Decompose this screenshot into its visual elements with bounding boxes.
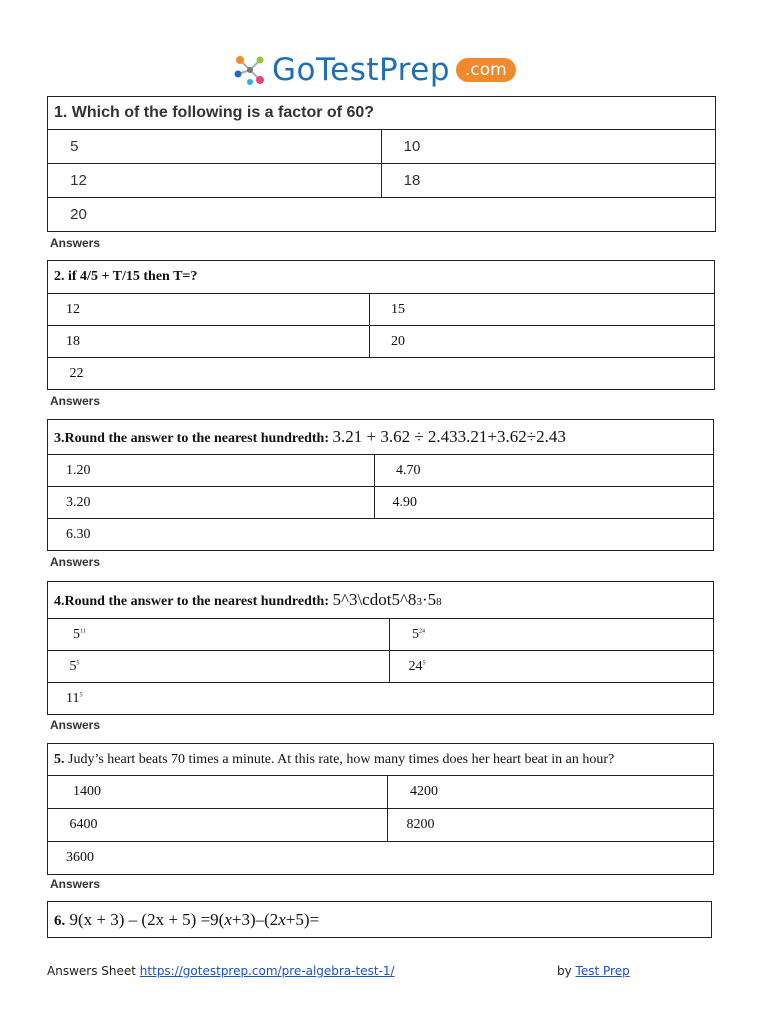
checkbox-icon[interactable] (381, 464, 393, 476)
q5-option[interactable]: 4200 (388, 776, 714, 809)
checkbox-icon[interactable] (54, 692, 66, 704)
q1-option[interactable]: 5 (48, 130, 382, 164)
logo-mark-icon (232, 52, 268, 88)
question-2-title: 2. if 4/5 + T/15 then T=? (48, 261, 715, 294)
checkbox-icon[interactable] (396, 628, 408, 640)
question-3-expression: 3.21 + 3.62 ÷ 2.433.21+3.62÷2.43 (332, 427, 566, 446)
checkbox-icon[interactable] (394, 819, 406, 831)
answers-label: Answers (50, 555, 101, 569)
q1-option[interactable]: 18 (381, 164, 716, 198)
checkbox-icon[interactable] (381, 496, 393, 508)
checkbox-icon[interactable] (396, 660, 408, 672)
footer-by: by Test Prep (557, 964, 630, 978)
answers-label: Answers (50, 877, 101, 891)
question-3-title: 3.Round the answer to the nearest hundredth: 3.21 + 3.62 ÷ 2.433.21+3.62÷2.43 (48, 420, 714, 455)
q4-option[interactable]: $24^5$ (390, 651, 714, 683)
q3-option[interactable]: 3.20 (48, 487, 375, 519)
q2-option[interactable]: 18 (48, 326, 370, 358)
checkbox-icon[interactable] (54, 367, 66, 379)
q2-option[interactable]: 12 (48, 294, 370, 326)
q4-option[interactable]: $5^5$ (48, 651, 390, 683)
q2-option[interactable]: 22 (48, 358, 715, 390)
checkbox-icon[interactable] (54, 464, 66, 476)
q4-option[interactable]: $11^5$ (48, 683, 714, 715)
logo-wordmark: GoTestPrep (272, 52, 450, 88)
q5-option[interactable]: 8200 (388, 809, 714, 842)
checkbox-icon[interactable] (54, 660, 66, 672)
checkbox-icon[interactable] (54, 819, 66, 831)
question-4-title: 4.Round the answer to the nearest hundredth: 5^3\cdot5^83·58 (48, 582, 714, 619)
question-1-title: 1. Which of the following is a factor of 60? (48, 97, 716, 130)
checkbox-icon[interactable] (54, 209, 66, 221)
checkbox-icon[interactable] (388, 175, 400, 187)
q3-option[interactable]: 4.90 (374, 487, 714, 519)
test-prep-link[interactable]: Test Prep (575, 964, 630, 978)
logo-badge: .com (456, 58, 516, 82)
question-3 (47, 419, 714, 551)
q1-option[interactable]: 12 (48, 164, 382, 198)
question-5-title: 5. Judy’s heart beats 70 times a minute. At this rate, how many times does her heart beat in an hour? (48, 744, 714, 776)
checkbox-icon[interactable] (54, 141, 66, 153)
gotestprep-logo (232, 52, 516, 88)
answers-label: Answers (50, 394, 101, 408)
q5-option[interactable]: 1400 (48, 776, 388, 809)
q3-option[interactable]: 6.30 (48, 519, 714, 551)
checkbox-icon[interactable] (54, 303, 66, 315)
footer (47, 964, 707, 978)
checkbox-icon[interactable] (54, 175, 66, 187)
q5-option[interactable]: 6400 (48, 809, 388, 842)
question-2 (47, 260, 715, 390)
question-6-title: 6. 9(x + 3) – (2x + 5) =9(x+3)–(2x+5)= (48, 902, 712, 938)
answers-label: Answers (50, 236, 101, 250)
q5-option[interactable]: 3600 (48, 842, 714, 875)
q4-option[interactable]: $5^{11}$ (48, 619, 390, 651)
checkbox-icon[interactable] (54, 335, 66, 347)
question-4 (47, 581, 714, 715)
q1-option[interactable]: 10 (381, 130, 716, 164)
question-1 (47, 96, 716, 232)
q3-option[interactable]: 1.20 (48, 455, 375, 487)
checkbox-icon[interactable] (54, 528, 66, 540)
answers-label: Answers (50, 718, 101, 732)
checkbox-icon[interactable] (376, 335, 388, 347)
q2-option[interactable]: 15 (369, 294, 714, 326)
question-5 (47, 743, 714, 875)
checkbox-icon[interactable] (376, 303, 388, 315)
checkbox-icon[interactable] (54, 852, 66, 864)
checkbox-icon[interactable] (54, 786, 66, 798)
q2-option[interactable]: 20 (369, 326, 714, 358)
q1-option[interactable]: 20 (48, 198, 716, 232)
q4-option[interactable]: $5^{24}$ (390, 619, 714, 651)
question-6 (47, 901, 712, 938)
question-4-expression: 5^3\cdot5^83·58 (332, 590, 442, 609)
q3-option[interactable]: 4.70 (374, 455, 714, 487)
checkbox-icon[interactable] (54, 496, 66, 508)
checkbox-icon[interactable] (388, 141, 400, 153)
checkbox-icon[interactable] (54, 628, 66, 640)
footer-label: Answers Sheet (47, 964, 136, 978)
checkbox-icon[interactable] (394, 786, 406, 798)
answers-sheet-link[interactable]: https://gotestprep.com/pre-algebra-test-1/ (139, 964, 395, 978)
